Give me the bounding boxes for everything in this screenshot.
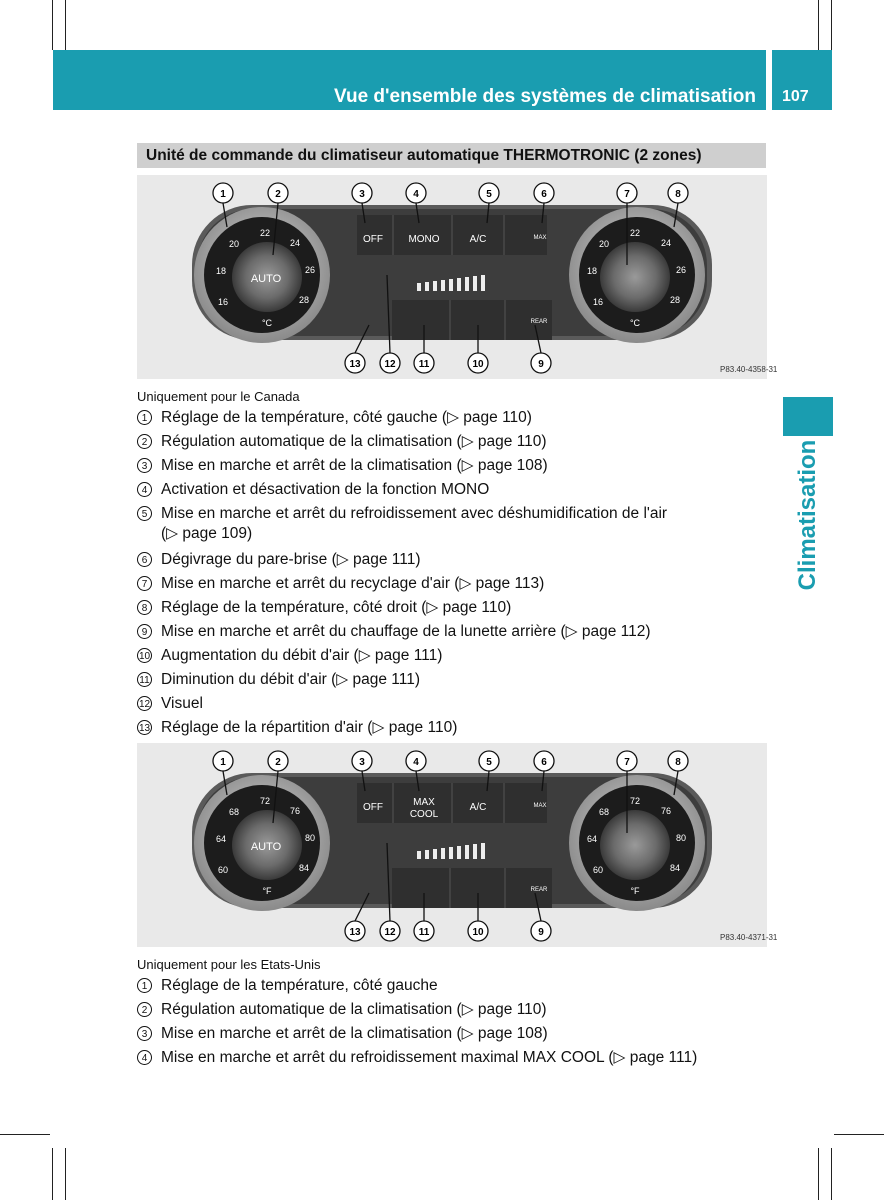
off-button[interactable]: OFF <box>363 234 383 245</box>
auto-label[interactable]: AUTO <box>250 841 282 853</box>
list-item <box>137 1022 757 1046</box>
item-number: 3 <box>137 1026 152 1041</box>
scale-label: 72 <box>260 796 271 806</box>
scale-label: 80 <box>305 833 316 843</box>
callout: 3 <box>359 189 365 200</box>
list-item <box>137 716 757 740</box>
item-text: Mise en marche et arrêt du chauffage de la lunette arrière (▷ page 112) <box>161 623 651 640</box>
caption-canada: Uniquement pour le Canada <box>137 389 300 404</box>
crop-mark <box>834 1134 884 1135</box>
item-text: Dégivrage du pare-brise (▷ page 111) <box>161 551 421 568</box>
left-unit: °C <box>261 318 273 328</box>
scale-label: 64 <box>216 834 227 844</box>
callout: 2 <box>275 189 281 200</box>
page-title: Vue d'ensemble des systèmes de climatisation <box>334 86 756 107</box>
item-text: Augmentation du débit d'air (▷ page 111) <box>161 647 443 664</box>
callout: 10 <box>472 359 484 370</box>
item-text: Mise en marche et arrêt du recyclage d'air (▷ page 113) <box>161 575 545 592</box>
list-item <box>137 668 757 692</box>
item-number: 3 <box>137 458 152 473</box>
item-text: Réglage de la température, côté gauche (▷ page 110) <box>161 409 532 426</box>
item-text: Activation et désactivation de la fonction MONO <box>161 481 490 498</box>
off-button[interactable]: OFF <box>363 802 383 813</box>
callout: 6 <box>541 757 547 768</box>
list-item <box>137 502 757 542</box>
item-number: 5 <box>137 506 152 521</box>
callout: 13 <box>349 927 361 938</box>
item-text: Réglage de la température, côté gauche <box>161 977 438 994</box>
scale-label: 20 <box>229 239 240 249</box>
list-item <box>137 406 757 430</box>
rear-defrost-button[interactable]: REAR <box>530 319 548 325</box>
crop-mark <box>0 1134 50 1135</box>
callout: 10 <box>472 927 484 938</box>
list-item <box>137 998 757 1022</box>
scale-label: 24 <box>290 238 301 248</box>
callout: 4 <box>413 757 419 768</box>
scale-label: 26 <box>676 265 687 275</box>
figure-ref: P83.40-4371-31 <box>720 933 778 942</box>
scale-label: 68 <box>599 807 610 817</box>
callout: 1 <box>220 757 226 768</box>
chapter-label: Climatisation <box>794 439 821 591</box>
list-item <box>137 430 757 454</box>
item-text-cont: (▷ page 109) <box>161 525 253 542</box>
list-item <box>137 620 757 644</box>
callout: 9 <box>538 359 544 370</box>
auto-label[interactable]: AUTO <box>250 273 282 285</box>
max-cool-button-line2[interactable]: COOL <box>409 809 439 820</box>
caption-usa: Uniquement pour les Etats-Unis <box>137 957 321 972</box>
item-text: Mise en marche et arrêt du refroidissement avec déshumidification de l'air <box>161 505 668 522</box>
max-cool-button[interactable]: MAX <box>413 797 435 808</box>
item-number: 8 <box>137 600 152 615</box>
scale-label: 28 <box>299 295 310 305</box>
item-text: Réglage de la répartition d'air (▷ page 110) <box>161 719 458 736</box>
callout: 7 <box>624 189 630 200</box>
crop-mark <box>65 0 66 50</box>
scale-label: 18 <box>587 266 598 276</box>
scale-label: 22 <box>260 228 271 238</box>
ac-button[interactable]: A/C <box>469 802 487 813</box>
crop-mark <box>831 0 832 50</box>
figure-ref: P83.40-4358-31 <box>720 365 778 374</box>
item-number: 1 <box>137 410 152 425</box>
scale-label: 24 <box>661 238 672 248</box>
scale-label: 18 <box>216 266 227 276</box>
item-text: Mise en marche et arrêt de la climatisation (▷ page 108) <box>161 1025 548 1042</box>
item-number: 1 <box>137 978 152 993</box>
item-text: Régulation automatique de la climatisation (▷ page 110) <box>161 1001 547 1018</box>
scale-label: 84 <box>299 863 310 873</box>
page-header <box>53 50 766 110</box>
scale-label: 22 <box>630 228 641 238</box>
list-item <box>137 974 757 998</box>
rear-defrost-button[interactable]: REAR <box>530 887 548 893</box>
list-item <box>137 478 757 502</box>
item-number: 10 <box>137 648 152 663</box>
section-title: Unité de commande du climatiseur automatique THERMOTRONIC (2 zones) <box>146 147 702 164</box>
item-text: Régulation automatique de la climatisation (▷ page 110) <box>161 433 547 450</box>
callout: 1 <box>220 189 226 200</box>
callout: 3 <box>359 757 365 768</box>
callout: 5 <box>486 189 492 200</box>
item-number: 7 <box>137 576 152 591</box>
list-item <box>137 644 757 668</box>
left-unit: °F <box>262 886 272 896</box>
crop-mark <box>818 1148 819 1200</box>
climate-panel-canada <box>137 175 778 379</box>
list-item <box>137 692 757 716</box>
right-unit: °C <box>629 318 641 328</box>
callout: 8 <box>675 189 681 200</box>
climate-panel-illustration <box>137 175 778 379</box>
callout: 5 <box>486 757 492 768</box>
crop-mark <box>52 1148 53 1200</box>
defrost-max-button[interactable]: MAX <box>533 803 547 809</box>
item-number: 9 <box>137 624 152 639</box>
scale-label: 76 <box>661 806 672 816</box>
item-text: Mise en marche et arrêt du refroidissement maximal MAX COOL (▷ page 111) <box>161 1049 698 1066</box>
list-item <box>137 1046 757 1070</box>
item-text: Réglage de la température, côté droit (▷ page 110) <box>161 599 512 616</box>
legend-list-canada <box>137 406 757 740</box>
callout: 6 <box>541 189 547 200</box>
scale-label: 64 <box>587 834 598 844</box>
page-number: 107 <box>782 88 809 105</box>
scale-label: 16 <box>218 297 229 307</box>
scale-label: 72 <box>630 796 641 806</box>
scale-label: 60 <box>218 865 229 875</box>
page-number-box <box>772 50 832 110</box>
item-number: 2 <box>137 1002 152 1017</box>
callout: 11 <box>418 927 430 938</box>
crop-mark <box>831 1148 832 1200</box>
callout: 11 <box>418 359 430 370</box>
side-tab-marker <box>783 397 833 436</box>
list-item <box>137 548 757 572</box>
callout: 12 <box>384 927 396 938</box>
item-number: 11 <box>137 672 152 687</box>
item-number: 4 <box>137 482 152 497</box>
crop-mark <box>818 0 819 50</box>
crop-mark <box>52 0 53 50</box>
scale-label: 84 <box>670 863 681 873</box>
ac-button[interactable]: A/C <box>469 234 487 245</box>
callout: 8 <box>675 757 681 768</box>
mono-button[interactable]: MONO <box>408 234 440 245</box>
scale-label: 68 <box>229 807 240 817</box>
callout: 9 <box>538 927 544 938</box>
callout: 2 <box>275 757 281 768</box>
list-item <box>137 596 757 620</box>
callout: 4 <box>413 189 419 200</box>
item-number: 4 <box>137 1050 152 1065</box>
defrost-max-button[interactable]: MAX <box>533 235 547 241</box>
item-number: 2 <box>137 434 152 449</box>
scale-label: 20 <box>599 239 610 249</box>
scale-label: 60 <box>593 865 604 875</box>
item-number: 12 <box>137 696 152 711</box>
item-text: Mise en marche et arrêt de la climatisation (▷ page 108) <box>161 457 548 474</box>
climate-panel-usa <box>137 743 778 947</box>
item-number: 6 <box>137 552 152 567</box>
list-item <box>137 572 757 596</box>
right-unit: °F <box>630 886 640 896</box>
side-tab-label <box>783 440 833 590</box>
callout: 13 <box>349 359 361 370</box>
legend-list-usa <box>137 974 757 1070</box>
callout: 12 <box>384 359 396 370</box>
section-title-bar <box>137 143 766 168</box>
scale-label: 26 <box>305 265 316 275</box>
item-number: 13 <box>137 720 152 735</box>
callout: 7 <box>624 757 630 768</box>
scale-label: 76 <box>290 806 301 816</box>
item-text: Visuel <box>161 695 203 712</box>
crop-mark <box>65 1148 66 1200</box>
item-text: Diminution du débit d'air (▷ page 111) <box>161 671 421 688</box>
scale-label: 80 <box>676 833 687 843</box>
climate-panel-illustration <box>137 743 778 947</box>
scale-label: 28 <box>670 295 681 305</box>
scale-label: 16 <box>593 297 604 307</box>
list-item <box>137 454 757 478</box>
